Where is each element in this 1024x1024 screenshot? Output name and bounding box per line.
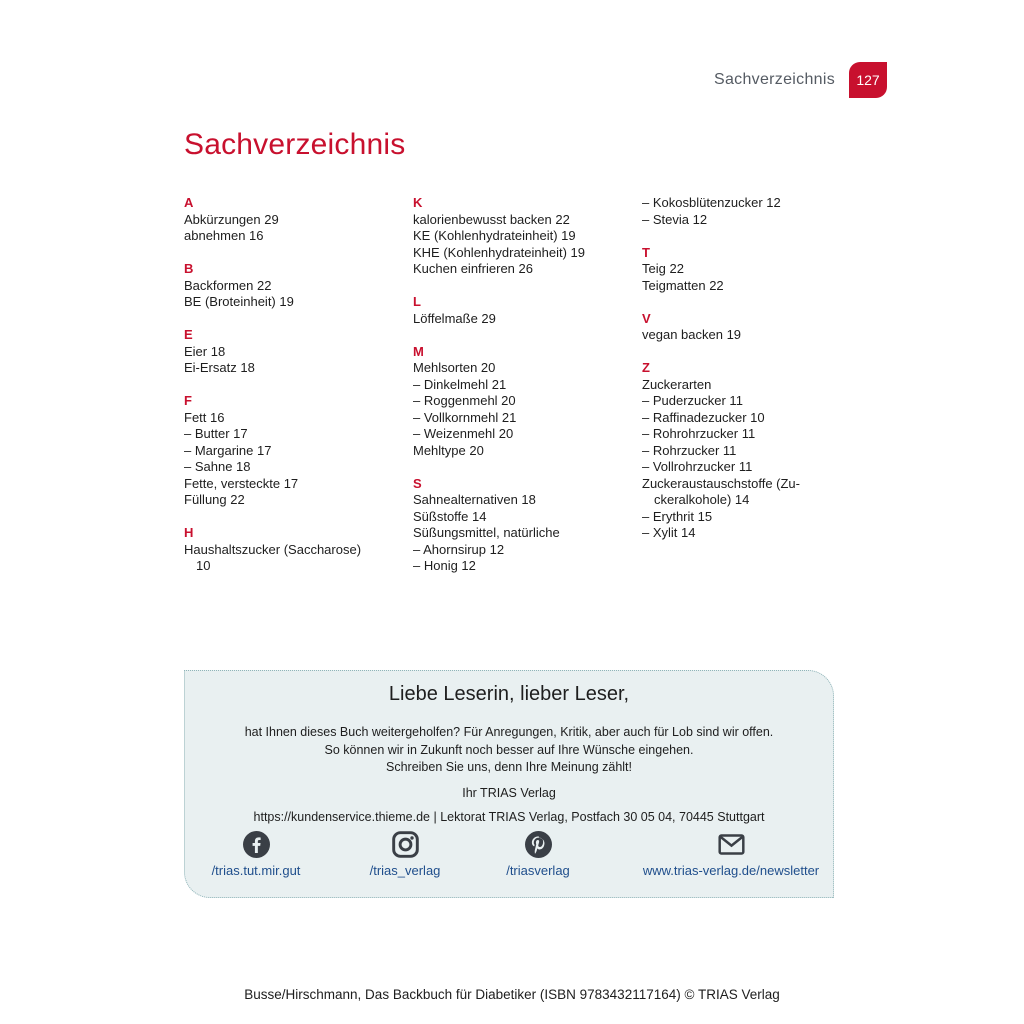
index-letter: S [413, 475, 422, 491]
index-entry: – Xylit 14 [642, 525, 696, 540]
index-letter-group [413, 294, 633, 327]
index-entry: Sahnealternativen 18 [413, 492, 536, 507]
reader-box-line: Schreiben Sie uns, denn Ihre Meinung zählt! [386, 760, 632, 774]
page-title: Sachverzeichnis [184, 128, 406, 161]
index-entry: – Weizenmehl 20 [413, 426, 514, 441]
index-letter-group [184, 327, 404, 377]
index-column-3 [642, 195, 862, 558]
index-entry: Fette, versteckte 17 [184, 475, 299, 491]
index-letter: K [413, 195, 423, 210]
index-letter: A [184, 195, 194, 210]
index-entry: abnehmen 16 [184, 228, 264, 243]
index-entry: kalorienbewusst backen 22 [413, 211, 570, 227]
index-entry: – Stevia 12 [642, 211, 708, 227]
running-title: Sachverzeichnis [714, 71, 835, 88]
index-entry: – Vollrohrzucker 11 [642, 459, 753, 474]
reader-box-line: hat Ihnen dieses Buch weitergeholfen? Für Anregungen, Kritik, aber auch für Lob sind wir offen. [244, 725, 774, 739]
index-entry: Fett 16 [184, 409, 225, 425]
mail-icon [718, 831, 745, 858]
index-entry: – Sahne 18 [184, 459, 251, 474]
index-entry: KE (Kohlenhydrateinheit) 19 [413, 228, 576, 243]
index-entry: – Kokosblütenzucker 12 [642, 195, 781, 210]
subject-index [184, 195, 844, 585]
index-entry: – Roggenmehl 20 [413, 393, 516, 408]
index-letter: M [413, 343, 424, 359]
social-label: /triasverlag [506, 863, 570, 878]
reader-box-line: So können wir in Zukunft noch besser auf Ihre Wünsche eingehen. [324, 742, 694, 757]
page-number-badge: 127 [849, 62, 887, 98]
index-entry: Ei-Ersatz 18 [184, 360, 255, 375]
index-entry: – Vollkornmehl 21 [413, 409, 517, 425]
running-head [714, 62, 887, 98]
index-letter-group [413, 476, 633, 575]
social-link-facebook[interactable] [206, 831, 306, 878]
index-letter-group [184, 261, 404, 311]
index-entry: – Dinkelmehl 21 [413, 376, 507, 392]
reader-feedback-box [184, 670, 834, 898]
index-letter-group [184, 393, 404, 509]
index-letter: T [642, 244, 650, 260]
index-letter: F [184, 393, 192, 408]
index-entry: Eier 18 [184, 343, 226, 359]
index-entry: Süßungsmittel, natürliche [413, 525, 560, 540]
index-entry: Mehltype 20 [413, 442, 484, 458]
instagram-icon [392, 831, 419, 858]
index-entry: Teig 22 [642, 261, 684, 276]
index-entry: Teigmatten 22 [642, 277, 724, 293]
index-entry: Löffelmaße 29 [413, 310, 496, 326]
index-entry: Abkürzungen 29 [184, 211, 279, 227]
index-column-1 [184, 195, 404, 591]
index-entry: Kuchen einfrieren 26 [413, 261, 533, 276]
index-letter: H [184, 525, 194, 540]
index-entry: – Honig 12 [413, 558, 476, 573]
index-entry: – Ahornsirup 12 [413, 541, 505, 557]
index-letter: V [642, 310, 651, 326]
index-letter-group [642, 245, 862, 295]
index-letter-group [413, 344, 633, 460]
index-entry: Füllung 22 [184, 492, 245, 507]
index-entry: – Rohrzucker 11 [642, 442, 737, 458]
index-continued-entries [642, 195, 862, 228]
reader-box-address: https://kundenservice.thieme.de | Lektorat TRIAS Verlag, Postfach 30 05 04, 70445 Stuttgart [253, 809, 765, 824]
index-letter: B [184, 261, 194, 276]
reader-box-body [185, 724, 833, 777]
index-letter-group [642, 311, 862, 344]
social-link-instagram[interactable] [355, 831, 455, 878]
index-letter-group [413, 195, 633, 278]
index-entry: vegan backen 19 [642, 327, 742, 342]
index-entry: – Erythrit 15 [642, 508, 713, 524]
index-entry: Zuckeraustauschstoffe (Zu- [642, 475, 800, 491]
index-letter-group [642, 360, 862, 542]
index-entry: – Raffinadezucker 10 [642, 409, 765, 425]
reader-box-heading: Liebe Leserin, lieber Leser, [388, 683, 630, 705]
index-entry: KHE (Kohlenhydrateinheit) 19 [413, 244, 585, 260]
index-entry: – Margarine 17 [184, 442, 272, 458]
index-entry: Mehlsorten 20 [413, 360, 496, 375]
social-link-pinterest[interactable] [488, 831, 588, 878]
index-entry: Haushaltszucker (Saccharose) [184, 541, 362, 557]
index-letter: Z [642, 360, 650, 375]
index-entry: Backformen 22 [184, 277, 272, 293]
index-entry: Zuckerarten [642, 376, 712, 392]
social-label: /trias.tut.mir.gut [211, 863, 301, 878]
index-letter-group [184, 525, 404, 575]
social-label: www.trias-verlag.de/newsletter [642, 863, 820, 878]
index-entry: – Puderzucker 11 [642, 393, 743, 408]
social-label: /trias_verlag [369, 863, 441, 878]
index-entry: ckeralkohole) 14 [654, 492, 750, 507]
index-letter-group [184, 195, 404, 245]
index-entry: 10 [196, 558, 211, 573]
social-links [185, 831, 833, 881]
index-letter: E [184, 327, 193, 342]
pinterest-icon [525, 831, 552, 858]
index-entry: BE (Broteinheit) 19 [184, 294, 294, 309]
index-entry: Süßstoffe 14 [413, 508, 487, 524]
facebook-icon [243, 831, 270, 858]
index-column-2 [413, 195, 633, 591]
reader-box-signature: Ihr TRIAS Verlag [462, 785, 556, 800]
social-link-newsletter[interactable] [625, 831, 837, 878]
index-entry: – Butter 17 [184, 426, 248, 441]
index-letter: L [413, 294, 421, 309]
index-entry: – Rohrohrzucker 11 [642, 426, 756, 441]
page-footer: Busse/Hirschmann, Das Backbuch für Diabetiker (ISBN 9783432117164) © TRIAS Verlag [244, 987, 780, 1002]
